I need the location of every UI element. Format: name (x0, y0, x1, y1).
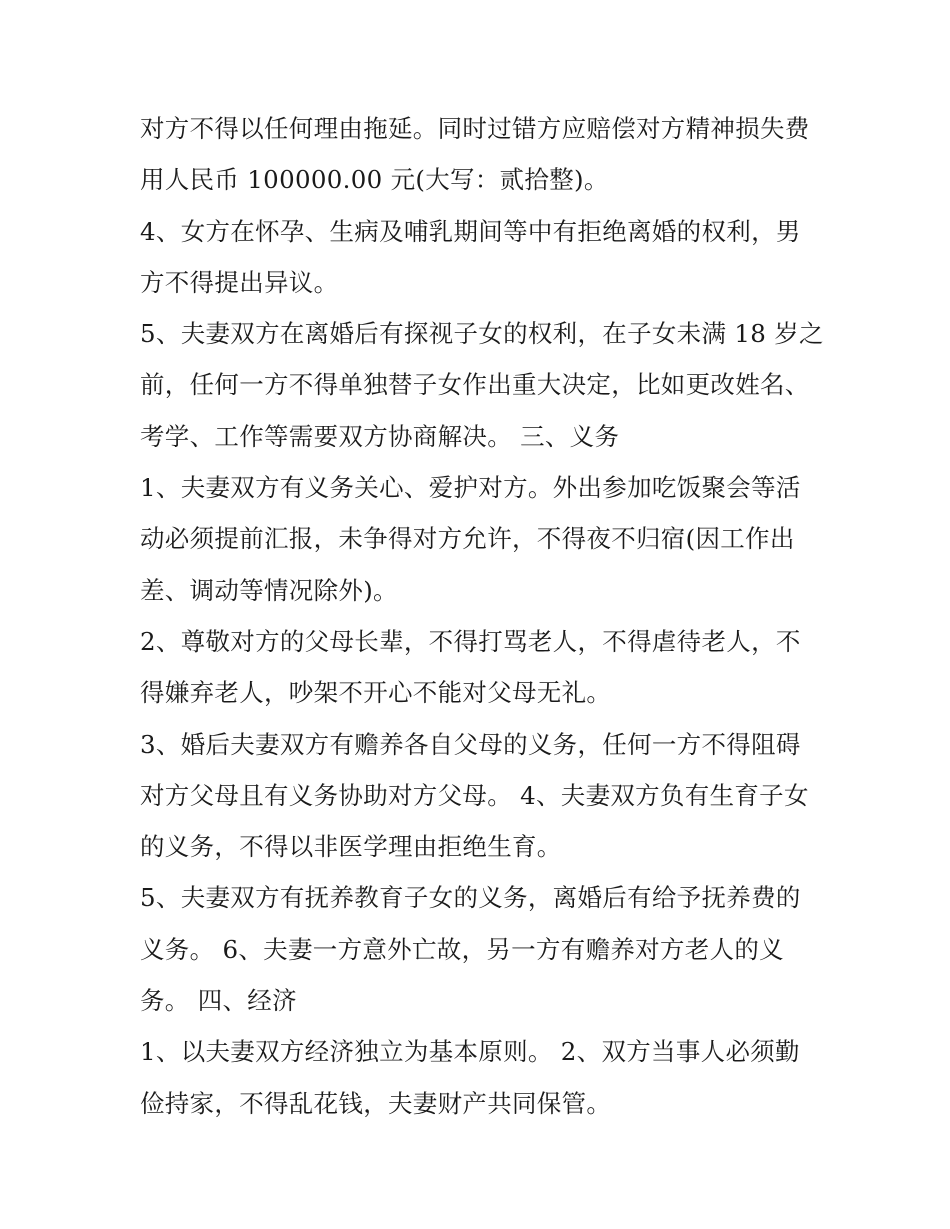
text-line: 差、调动等情况除外)。 (140, 575, 398, 605)
text-line: 5、夫妻双方有抚养教育子女的义务，离婚后有给予抚养费的 (140, 883, 801, 913)
text-line: 3、婚后夫妻双方有赡养各自父母的义务，任何一方不得阻碍 (140, 729, 801, 759)
text-line: 1、以夫妻双方经济独立为基本原则。 2、双方当事人必须勤 (140, 1037, 800, 1067)
text-line: 义务。 6、夫妻一方意外亡故，另一方有赡养对方老人的义 (140, 934, 784, 964)
document-body (140, 103, 824, 1129)
text-line: 前，任何一方不得单独替子女作出重大决定，比如更改姓名、 (140, 370, 810, 400)
text-line: 考学、工作等需要双方协商解决。 三、义务 (140, 421, 620, 451)
text-line: 对方不得以任何理由拖延。同时过错方应赔偿对方精神损失费 (140, 114, 810, 143)
text-line: 务。 四、经济 (140, 986, 297, 1016)
text-line: 动必须提前汇报，未争得对方允许，不得夜不归宿(因工作出 (140, 524, 795, 554)
text-line: 方不得提出异议。 (140, 267, 339, 297)
text-line: 用人民币 100000.00 元(大写：贰拾整)。 (140, 165, 609, 195)
text-line: 对方父母且有义务协助对方父母。 4、夫妻双方负有生育子女 (140, 780, 809, 810)
text-line: 1、夫妻双方有义务关心、爱护对方。外出参加吃饭聚会等活 (140, 473, 801, 503)
text-line: 的义务，不得以非医学理由拒绝生育。 (140, 832, 562, 862)
text-line: 5、夫妻双方在离婚后有探视子女的权利，在子女未满 18 岁之 (140, 319, 824, 349)
text-line: 2、尊敬对方的父母长辈，不得打骂老人，不得虐待老人，不 (140, 626, 801, 656)
text-line: 得嫌弃老人，吵架不开心不能对父母无礼。 (140, 678, 612, 708)
text-line: 俭持家，不得乱花钱，夫妻财产共同保管。 (140, 1088, 612, 1118)
text-line: 4、女方在怀孕、生病及哺乳期间等中有拒绝离婚的权利，男 (140, 216, 801, 246)
